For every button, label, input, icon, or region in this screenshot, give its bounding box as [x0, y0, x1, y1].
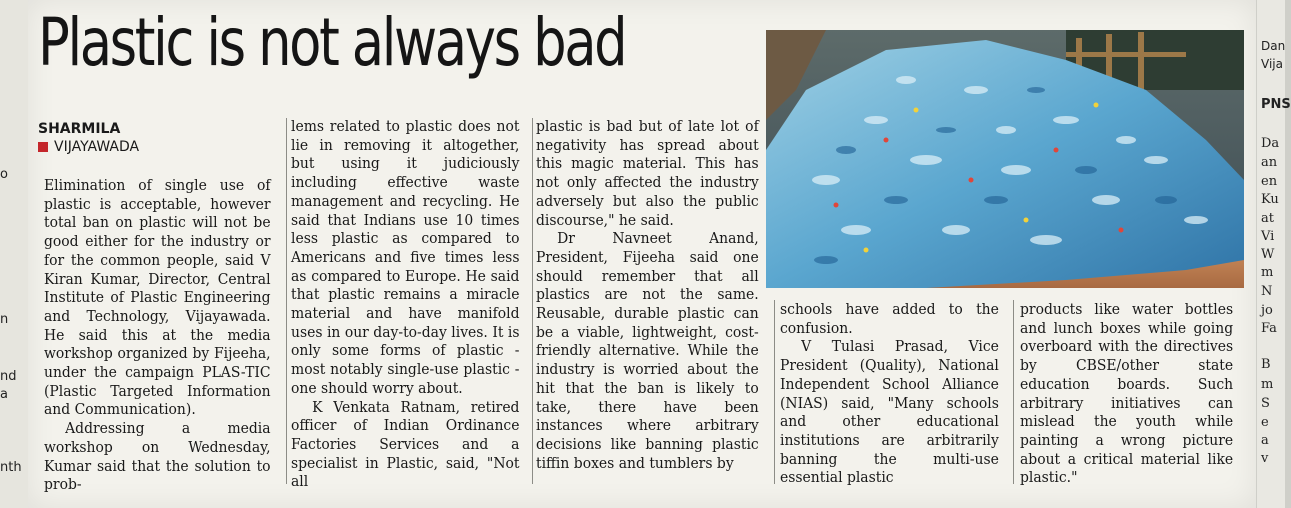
adjacent-text-left: n: [0, 312, 9, 327]
byline-author: SHARMILA: [38, 121, 121, 137]
article-column-4: [780, 301, 999, 488]
article-column-5: [1020, 301, 1233, 488]
adjacent-text-right: e: [1261, 415, 1269, 430]
adjacent-text-right: m: [1261, 377, 1274, 392]
paragraph: Elimination of single use of plastic is acceptable, however total ban on plastic will not be good either for the industry or for the common people, said V Kiran Kumar, Director, Central Institute of Plastic Engineering and Technology, Vijayawada. He said this at the media workshop organized by Fijeeha, under the campaign PLAS-TIC (Plastic Targeted Information and Communication).: [44, 178, 271, 419]
adjacent-text-right: a: [1261, 433, 1269, 448]
adjacent-text-right: v: [1261, 451, 1269, 466]
adjacent-page-left: [0, 0, 29, 508]
adjacent-text-right: Dan: [1261, 39, 1286, 53]
column-divider: [1013, 300, 1014, 484]
paragraph: Dr Navneet Anand, President, Fijeeha said one should remember that all plastics are not the same. Reusable, durable plastic can be a viable, lightweight, cost-friendly alternative. While the industry is worried about the hit that the ban is likely to take, there have been instances where arbitrary decisions like banning plastic tiffin boxes and tumblers by: [536, 231, 759, 472]
adjacent-text-left: nd: [0, 369, 17, 384]
adjacent-text-right: Ku: [1261, 192, 1279, 207]
adjacent-text-right: Fa: [1261, 321, 1277, 336]
adjacent-text-right: Vi: [1261, 229, 1275, 244]
paragraph: Addressing a media workshop on Wednesday, Kumar said that the solution to prob-: [44, 421, 271, 494]
paragraph: V Tulasi Prasad, Vice President (Quality), National Independent School Alliance (NIAS) said, "Many schools and other educational institutions are arbitrarily banning the multi-use essential plastic: [780, 339, 999, 487]
adjacent-text-right: jo: [1261, 303, 1273, 318]
paragraph: plastic is bad but of late lot of negativity has spread about this magic material. This has not only affected the industry adversely but also the public discourse," he said.: [536, 119, 759, 229]
adjacent-text-right: B: [1261, 357, 1271, 372]
square-icon: [38, 142, 48, 152]
adjacent-text-right: Da: [1261, 136, 1280, 151]
adjacent-text-right: PNS: [1261, 97, 1291, 112]
adjacent-text-right: m: [1261, 265, 1274, 280]
paragraph: products like water bottles and lunch boxes while going overboard with the directives by CBSE/other state education boards. Such arbitrary initiatives can mislead the youth while painting a wrong picture about a critical material like plastic.": [1020, 302, 1234, 487]
column-divider: [286, 118, 287, 484]
article-photo-plastic-bottles: [766, 30, 1244, 288]
column-divider: [532, 118, 533, 484]
byline-place-label: VIJAYAWADA: [54, 139, 140, 155]
adjacent-text-left: nth: [0, 460, 22, 475]
adjacent-text-left: a: [0, 387, 8, 402]
article-column-3: [536, 118, 759, 473]
article-column-1: [44, 177, 271, 495]
adjacent-text-left: o: [0, 167, 8, 182]
adjacent-text-right: S: [1261, 396, 1270, 411]
paragraph: schools have added to the confusion.: [780, 302, 999, 337]
paragraph: K Venkata Ratnam, retired officer of Indian Ordinance Factories Services and a specialist in Plastic, said, "Not all: [291, 399, 520, 491]
article-column-2: [291, 118, 519, 492]
adjacent-text-right: an: [1261, 155, 1278, 170]
column-divider: [774, 300, 775, 484]
byline-place: [38, 139, 139, 155]
adjacent-text-right: Vija: [1261, 57, 1283, 71]
paragraph: lems related to plastic does not lie in removing it altogether, but using it judiciously including effective waste management and recycling. He said that Indians use 10 times less plastic as compared to Americans and five times less as compared to Europe. He said that plastic remains a miracle material and have manifold uses in our day-to-day lives. It is only some forms of plastic - most notably single-use plastic - one should worry about.: [291, 119, 520, 397]
adjacent-text-right: W: [1261, 247, 1275, 262]
adjacent-text-right: N: [1261, 284, 1273, 299]
headline: Plastic is not always bad: [38, 4, 626, 81]
adjacent-text-right: en: [1261, 174, 1278, 189]
adjacent-text-right: at: [1261, 211, 1274, 226]
